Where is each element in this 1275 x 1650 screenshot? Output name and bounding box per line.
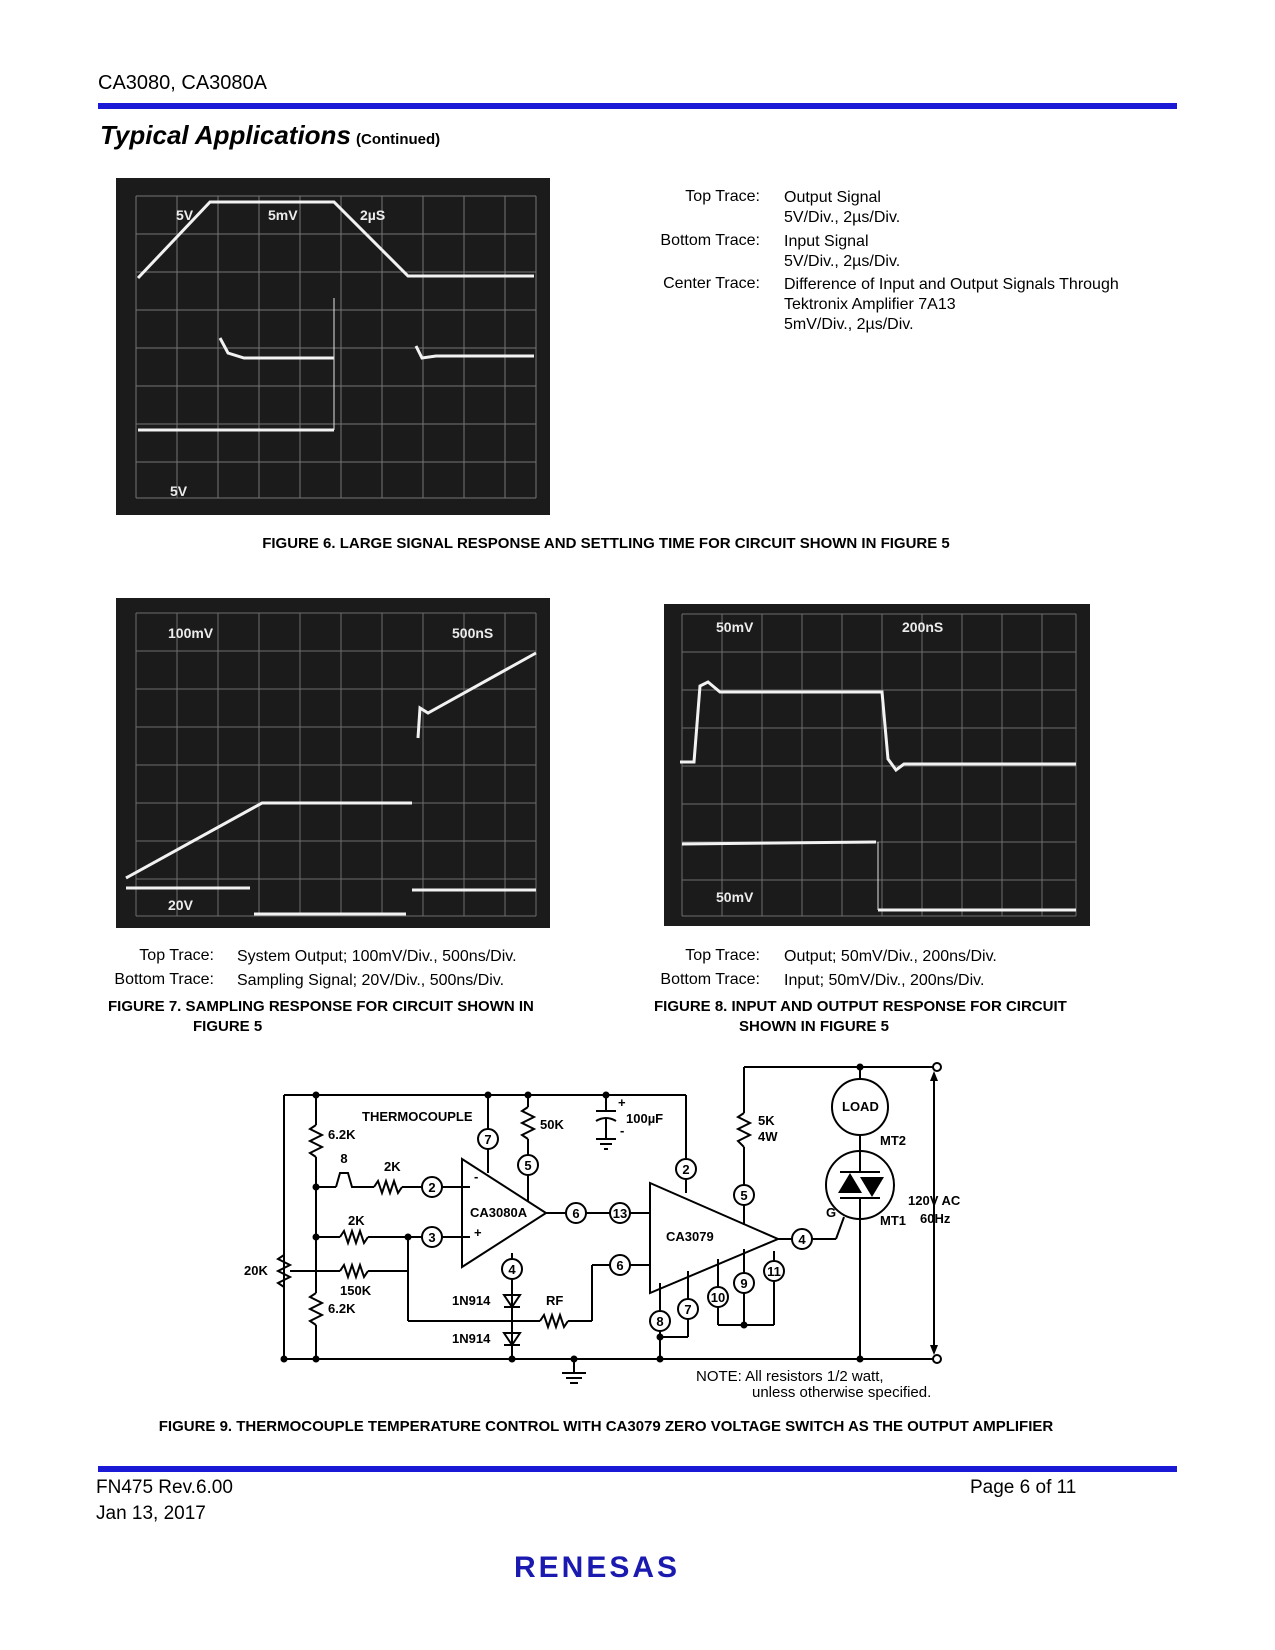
- load-label: LOAD: [842, 1099, 879, 1114]
- fig6-oscilloscope-image: [116, 178, 550, 515]
- fig7-legend-value: System Output; 100mV/Div., 500ns/Div.: [237, 948, 517, 965]
- resistor-label: 2K: [384, 1159, 401, 1174]
- resistor-label: 150K: [340, 1283, 372, 1298]
- fig7-oscilloscope-image: [116, 598, 550, 928]
- fig8-caption: FIGURE 8. INPUT AND OUTPUT RESPONSE FOR CIRCUIT: [654, 998, 1067, 1015]
- fig8-oscilloscope-image: [664, 604, 1090, 926]
- fig8-legend-label: Bottom Trace:: [660, 971, 760, 988]
- resistor-label: 4W: [758, 1129, 778, 1144]
- fig8-legend-label: Top Trace:: [685, 947, 760, 964]
- pin-label: 4: [798, 1232, 806, 1247]
- resistor-label: 2K: [348, 1213, 365, 1228]
- fig7-caption: FIGURE 7. SAMPLING RESPONSE FOR CIRCUIT SHOWN IN: [108, 998, 534, 1015]
- section-subtitle: (Continued): [356, 131, 441, 148]
- diode-label: 1N914: [452, 1331, 491, 1346]
- zvs-label: CA3079: [666, 1229, 714, 1244]
- opamp-label: CA3080A: [470, 1205, 528, 1220]
- note-line: unless otherwise specified.: [752, 1384, 932, 1401]
- noninverting-label: +: [474, 1225, 482, 1240]
- ac-voltage-label: 120V AC: [908, 1193, 960, 1208]
- resistor-label: 5K: [758, 1113, 775, 1128]
- footer-date: Jan 13, 2017: [96, 1503, 206, 1524]
- triac-gate-label: G: [826, 1205, 837, 1220]
- pin-label: 6: [616, 1258, 624, 1273]
- pin-label: 7: [684, 1302, 692, 1317]
- footer-rule: [98, 1466, 1177, 1472]
- fig8-scope-label: 200nS: [902, 619, 944, 635]
- fig9-caption: FIGURE 9. THERMOCOUPLE TEMPERATURE CONTROL WITH CA3079 ZERO VOLTAGE SWITCH AS THE OUTPUT AMPLIFIER: [158, 1418, 1054, 1435]
- fig6-legend-label: Bottom Trace:: [660, 232, 760, 249]
- resistor-label: 6.2K: [328, 1301, 356, 1316]
- fig7-legend-label: Top Trace:: [139, 947, 214, 964]
- thermocouple-label: THERMOCOUPLE: [362, 1109, 473, 1124]
- fig9-schematic: [230, 1055, 960, 1405]
- pin-label: 9: [740, 1276, 748, 1291]
- footer-doc-number: FN475 Rev.6.00: [96, 1477, 233, 1498]
- footer-page-number: Page 6 of 11: [970, 1477, 1077, 1498]
- resistor-label: 50K: [540, 1117, 564, 1132]
- renesas-logo: RENESAS: [514, 1551, 681, 1584]
- fig6-legend-value: Input Signal 5V/Div., 2µs/Div.: [784, 233, 901, 270]
- fig6-scope-label: 2µS: [360, 207, 386, 223]
- inverting-label: -: [474, 1169, 479, 1184]
- fig6-legend-label: Center Trace:: [663, 275, 760, 292]
- triac-mt2-label: MT2: [880, 1133, 906, 1148]
- ac-frequency-label: 60Hz: [920, 1211, 951, 1226]
- header-rule: [98, 103, 1177, 109]
- fig7-legend-value: Sampling Signal; 20V/Div., 500ns/Div.: [237, 972, 505, 989]
- diode-label: 1N914: [452, 1293, 491, 1308]
- pin-label: 6: [572, 1206, 580, 1221]
- rf-label: RF: [546, 1293, 564, 1308]
- pin-label: 4: [508, 1262, 516, 1277]
- resistor-label: 20K: [244, 1263, 268, 1278]
- fig8-legend-value: Input; 50mV/Div., 200ns/Div.: [784, 972, 985, 989]
- fig6-scope-label: 5V: [170, 483, 188, 499]
- pin-label: 7: [484, 1132, 492, 1147]
- fig7-scope-label: 500nS: [452, 625, 494, 641]
- pin-label: 8: [340, 1151, 348, 1166]
- fig7-legend-label: Bottom Trace:: [114, 971, 214, 988]
- pin-label: 11: [767, 1264, 781, 1279]
- fig8-scope-label: 50mV: [716, 619, 754, 635]
- fig8-caption: SHOWN IN FIGURE 5: [739, 1018, 890, 1035]
- pin-label: 13: [612, 1206, 628, 1221]
- fig6-caption: FIGURE 6. LARGE SIGNAL RESPONSE AND SETTLING TIME FOR CIRCUIT SHOWN IN FIGURE 5: [262, 535, 950, 552]
- pin-label: 8: [656, 1314, 664, 1329]
- pin-label: 2: [428, 1180, 436, 1195]
- fig8-scope-label: 50mV: [716, 889, 754, 905]
- fig6-legend-label: Top Trace:: [685, 188, 760, 205]
- section-title: Typical Applications: [100, 120, 351, 150]
- fig6-scope-label: 5V: [176, 207, 194, 223]
- fig7-scope-label: 20V: [168, 897, 193, 913]
- resistor-label: 6.2K: [328, 1127, 356, 1142]
- fig6-scope-label: 5mV: [268, 207, 298, 223]
- pin-label: 2: [682, 1162, 690, 1177]
- triac-mt1-label: MT1: [880, 1213, 906, 1228]
- cap-plus-label: +: [618, 1095, 626, 1110]
- pin-label: 3: [428, 1230, 436, 1245]
- fig8-legend-value: Output; 50mV/Div., 200ns/Div.: [784, 948, 997, 965]
- fig7-scope-label: 100mV: [168, 625, 214, 641]
- pin-label: 5: [524, 1158, 532, 1173]
- fig6-legend-value: Output Signal 5V/Div., 2µs/Div.: [784, 189, 901, 226]
- pin-label: 5: [740, 1188, 748, 1203]
- capacitor-label: 100µF: [626, 1111, 664, 1126]
- cap-minus-label: -: [620, 1123, 625, 1138]
- fig6-legend-value: Difference of Input and Output Signals Through Tektronix Amplifier 7A13 5mV/Div., 2µs/Div.: [784, 276, 1119, 333]
- note-line: NOTE: All resistors 1/2 watt,: [696, 1368, 884, 1385]
- header-title: CA3080, CA3080A: [98, 72, 268, 94]
- pin-label: 10: [710, 1290, 726, 1305]
- fig7-caption: FIGURE 5: [193, 1018, 263, 1035]
